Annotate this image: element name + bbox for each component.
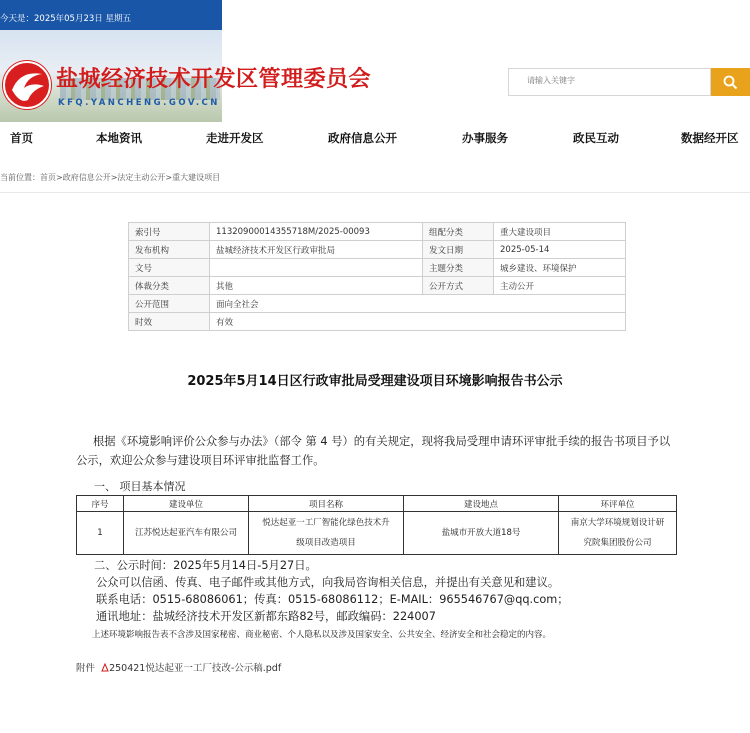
table-cell: 盐城市开放大道18号 <box>404 512 559 555</box>
info-value: 面向全社会 <box>210 295 626 313</box>
top-bar <box>0 0 222 30</box>
info-label: 发布机构 <box>129 241 210 259</box>
document-title: 2025年5月14日区行政审批局受理建设项目环境影响报告书公示 <box>187 374 563 389</box>
table-row <box>77 512 677 555</box>
column-header: 序号 <box>77 496 124 512</box>
info-label: 公开方式 <box>423 277 494 295</box>
info-label: 组配分类 <box>423 223 494 241</box>
nav-gov-info[interactable]: 政府信息公开 <box>328 131 397 145</box>
table-cell: 江苏悦达起亚汽车有限公司 <box>124 512 249 555</box>
intro-text: 根据《环境影响评价公众参与办法》（部令 第 4 号）的有关规定，现将我局受理申请环评审批手续的报告书项目予以公示，欢迎公众参与建设项目环评审批监督工作。 <box>76 435 671 467</box>
info-label: 公开范围 <box>129 295 210 313</box>
column-header: 环评单位 <box>559 496 677 512</box>
column-header: 建设单位 <box>124 496 249 512</box>
nav-data[interactable]: 数据经开区 <box>681 131 739 145</box>
date-text: 今天是：2025年05月23日 星期五 <box>0 14 131 24</box>
column-header: 建设地点 <box>404 496 559 512</box>
info-value: 其他 <box>210 277 423 295</box>
info-label: 体裁分类 <box>129 277 210 295</box>
main-nav <box>0 130 750 146</box>
info-table <box>128 222 626 331</box>
section-heading: 一、 项目基本情况 <box>94 480 186 493</box>
info-value <box>210 259 423 277</box>
info-label: 发文日期 <box>423 241 494 259</box>
contact-phone: 联系电话：0515-68086061；传真：0515-68086112；E-MAIL：965546767@qq.com； <box>96 593 569 606</box>
notice-lines <box>96 557 569 625</box>
nav-home[interactable]: 首页 <box>10 131 33 145</box>
info-label: 主题分类 <box>423 259 494 277</box>
info-value: 重大建设项目 <box>494 223 626 241</box>
info-value: 盐城经济技术开发区行政审批局 <box>210 241 423 259</box>
site-title[interactable]: 盐城经济技术开发区管理委员会 <box>56 67 372 92</box>
nav-about-zone[interactable]: 走进开发区 <box>206 131 264 145</box>
disclaimer-note: 上述环境影响报告表不含涉及国家秘密、商业秘密、个人隐私以及涉及国家安全、公共安全、经济安全和社会稳定的内容。 <box>92 630 552 640</box>
site-logo-icon[interactable] <box>2 60 52 110</box>
info-value: 2025-05-14 <box>494 241 626 259</box>
info-value: 主动公开 <box>494 277 626 295</box>
table-cell: 悦达起亚一工厂智能化绿色技术升级项目改造项目 <box>249 512 404 555</box>
info-value: 有效 <box>210 313 626 331</box>
attachment-link[interactable]: 250421悦达起亚一工厂技改-公示稿.pdf <box>109 663 282 674</box>
pdf-icon <box>101 663 109 672</box>
table-cell: 1 <box>77 512 124 555</box>
feedback-text: 公众可以信函、传真、电子邮件或其他方式，向我局咨询相关信息，并提出有关意见和建议。 <box>96 576 560 589</box>
intro-paragraph <box>76 432 676 470</box>
info-value: 城乡建设、环境保护 <box>494 259 626 277</box>
publicity-period: 二、公示时间：2025年5月14日-5月27日。 <box>94 559 317 572</box>
project-table <box>76 495 677 555</box>
info-value: 11320900014355718M/2025-00093 <box>210 223 423 241</box>
search-box[interactable] <box>508 68 711 96</box>
nav-services[interactable]: 办事服务 <box>462 131 508 145</box>
info-label: 时效 <box>129 313 210 331</box>
attachment <box>76 660 281 674</box>
site-url: KFQ.YANCHENG.GOV.CN <box>58 98 220 108</box>
info-label: 文号 <box>129 259 210 277</box>
nav-local-news[interactable]: 本地资讯 <box>96 131 142 145</box>
info-label: 索引号 <box>129 223 210 241</box>
search-icon <box>723 75 738 90</box>
search-input[interactable] <box>527 76 702 85</box>
column-header: 项目名称 <box>249 496 404 512</box>
contact-address: 通讯地址：盐城经济技术开发区新都东路82号，邮政编码：224007 <box>96 610 436 623</box>
attachment-label: 附件 <box>76 663 96 674</box>
table-cell: 南京大学环境规划设计研究院集团股份公司 <box>559 512 677 555</box>
search-button[interactable] <box>711 68 750 96</box>
divider <box>0 192 750 193</box>
nav-interaction[interactable]: 政民互动 <box>573 131 619 145</box>
breadcrumb[interactable]: 当前位置：首页>政府信息公开>法定主动公开>重大建设项目 <box>0 173 221 182</box>
